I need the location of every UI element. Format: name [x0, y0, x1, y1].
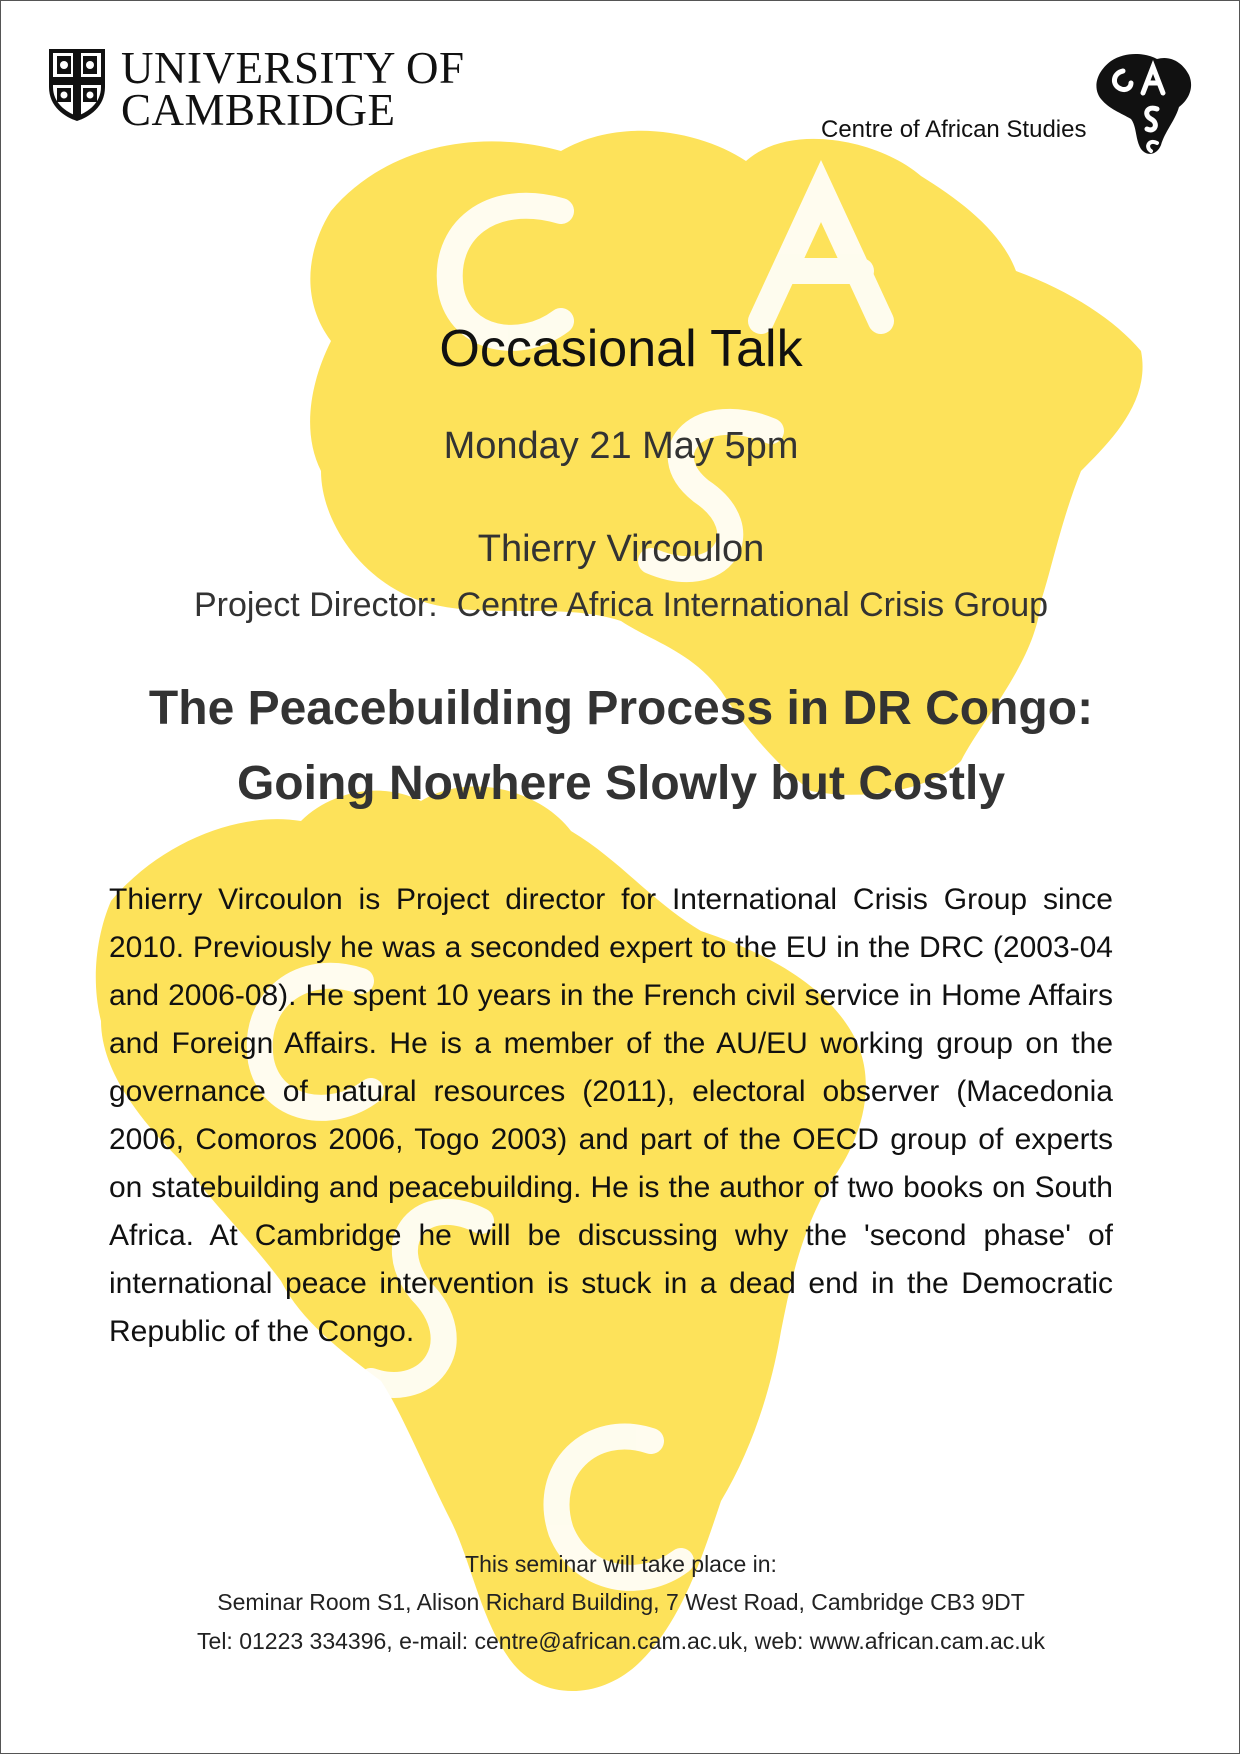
- university-name-line1: UNIVERSITY OF: [121, 43, 465, 93]
- talk-title-line2: Going Nowhere Slowly but Costly: [236, 757, 1006, 810]
- event-date: Monday 21 May 5pm: [443, 425, 799, 467]
- centre-name: Centre of African Studies: [821, 116, 1087, 143]
- speaker-name: Thierry Vircoulon: [477, 528, 765, 570]
- africa-casc-logo-icon: [1091, 49, 1196, 159]
- speaker-role-label: Project Director:: [193, 586, 438, 624]
- venue-intro: This seminar will take place in:: [465, 1551, 777, 1577]
- venue-address: Seminar Room S1, Alison Richard Building, 7 West Road, Cambridge CB3 9DT: [217, 1589, 1025, 1615]
- university-logo: [47, 43, 465, 135]
- university-name-line2: CAMBRIDGE: [121, 85, 396, 135]
- speaker-role: [1, 586, 1240, 625]
- talk-type-heading: Occasional Talk: [439, 320, 803, 378]
- cambridge-crest-icon: [47, 47, 107, 123]
- university-name: [121, 43, 465, 135]
- speaker-role-org: Centre Africa International Crisis Group: [456, 586, 1049, 624]
- talk-title-line1: The Peacebuilding Process in DR Congo:: [148, 682, 1094, 735]
- contact-details: Tel: 01223 334396, e-mail: centre@african.cam.ac.uk, web: www.african.cam.ac.uk: [197, 1628, 1045, 1654]
- speaker-biography: Thierry Vircoulon is Project director for International Crisis Group since 2010. Previously he was a seconded expert to the EU in the DRC (2003-04 and 2006-08). He spent 10 years in the French civil service in Home Affairs and Foreign Affairs. He is a member of the AU/EU working group on the governance of natural resources (2011), electoral observer (Macedonia 2006, Comoros 2006, Togo 2003) and part of the OECD group of experts on statebuilding and peacebuilding. He is the author of two books on South Africa. At Cambridge he will be discussing why the 'second phase' of international peace intervention is stuck in a dead end in the Democratic Republic of the Congo.: [109, 883, 1113, 1348]
